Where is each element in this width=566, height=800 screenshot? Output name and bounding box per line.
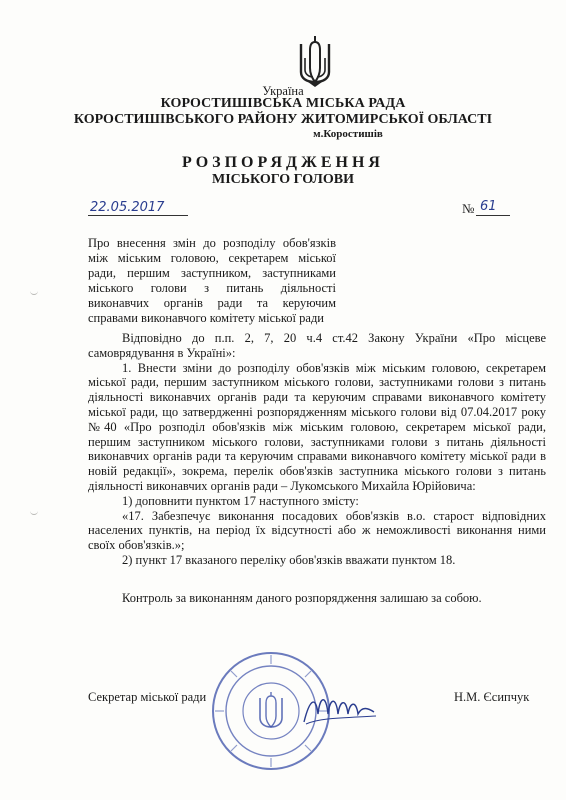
document-date: 22.05.2017 [90, 200, 165, 215]
handwritten-signature [300, 688, 380, 732]
body-intro: Відповідно до п.п. 2, 7, 20 ч.4 ст.42 Закону України «Про місцеве самоврядування в Україні»: [88, 331, 546, 360]
body-item-1-2: 2) пункт 17 вказаного переліку обов'язків вважати пунктом 18. [122, 552, 456, 567]
district-name: КОРОСТИШІВСЬКОГО РАЙОНУ ЖИТОМИРСЬКОЇ ОБЛАСТІ [73, 112, 493, 127]
trident-emblem-icon [296, 34, 334, 88]
control-clause: Контроль за виконанням даного розпорядження залишаю за собою. [122, 591, 482, 605]
signatory-name: Н.М. Єсипчук [454, 690, 530, 704]
document-number-label: № [462, 201, 475, 216]
document-body [88, 331, 546, 568]
body-item-1-1-quote: «17. Забезпечує виконання посадових обов'язків в.о. старост відповідних населених пунктів, на період їх відсутності або ж неможливості виконання ними своїх обов'язків.»; [88, 508, 546, 553]
document-title: РОЗПОРЯДЖЕННЯ [182, 154, 384, 171]
city-name: м.Коростишів [313, 128, 383, 140]
country-name: Україна [262, 84, 304, 98]
document-subject: Про внесення змін до розподілу обов'язків між міським головою, секретарем міської ради, першим заступником, заступниками міського голови з питань діяльності виконавчих органів ради та керуючим справами виконавчого комітету міської ради [88, 236, 336, 325]
punch-hole-mark [30, 290, 38, 295]
punch-hole-mark [30, 510, 38, 515]
body-item-1: 1. Внести зміни до розподілу обов'язків між міським головою, секретарем міської ради, першим заступником міського голови, заступниками голови з питань діяльності виконавчих органів ради та керуючим справами виконавчого комітету міської ради, що затвердженні розпорядженням міського голови від 07.04.2017 року №40 «Про розподіл обов'язків між міським головою, секретарем міської ради, першим заступником міського голови, заступниками голови з питань діяльності виконавчих органів ради та керуючим справами виконавчого комітету міської ради в новій редакції», зокрема, перелік обов'язків заступника міського голови з питань діяльності виконавчих органів ради – Лукомського Михайла Юрійовича: [88, 360, 546, 493]
council-name: КОРОСТИШІВСЬКА МІСЬКА РАДА [160, 96, 406, 111]
body-item-1-1: 1) доповнити пунктом 17 наступного змісту: [122, 493, 359, 508]
document-subtitle: МІСЬКОГО ГОЛОВИ [212, 172, 354, 187]
signatory-position: Секретар міської ради [88, 690, 207, 704]
document-number: 61 [480, 199, 497, 214]
